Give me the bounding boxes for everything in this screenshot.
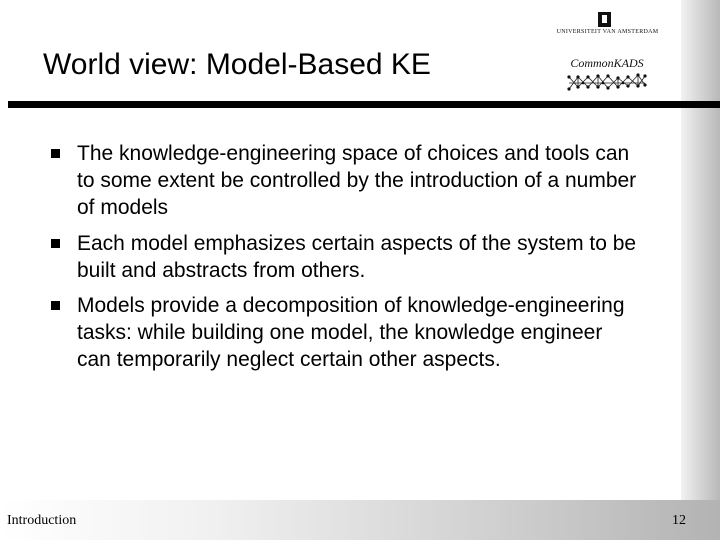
footer-section-label: Introduction [7, 513, 77, 528]
square-bullet-icon [51, 239, 60, 248]
commonkads-logo [566, 56, 648, 96]
square-bullet-icon [51, 301, 60, 310]
bullet-text: The knowledge-engineering space of choices and tools can to some extent be controlled by the introduction of a number of models [77, 142, 637, 219]
university-logo [555, 12, 660, 36]
right-shade-band [681, 0, 720, 540]
footer-bar [0, 500, 720, 540]
bullet-text: Models provide a decomposition of knowledge-engineering tasks: while building one model, the knowledge engineer can temporarily neglect certain other aspects. [77, 294, 625, 371]
commonkads-network-icon [566, 71, 648, 95]
commonkads-wordmark: CommonKADS [570, 56, 644, 70]
slide-title: World view: Model-Based KE [43, 48, 431, 81]
title-rule [8, 101, 720, 108]
university-name: UNIVERSITEIT VAN AMSTERDAM [556, 29, 659, 35]
university-crest-icon [598, 12, 611, 27]
square-bullet-icon [51, 149, 60, 158]
bullet-text: Each model emphasizes certain aspects of the system to be built and abstracts from others. [77, 232, 637, 282]
footer-page-number: 12 [672, 513, 686, 528]
